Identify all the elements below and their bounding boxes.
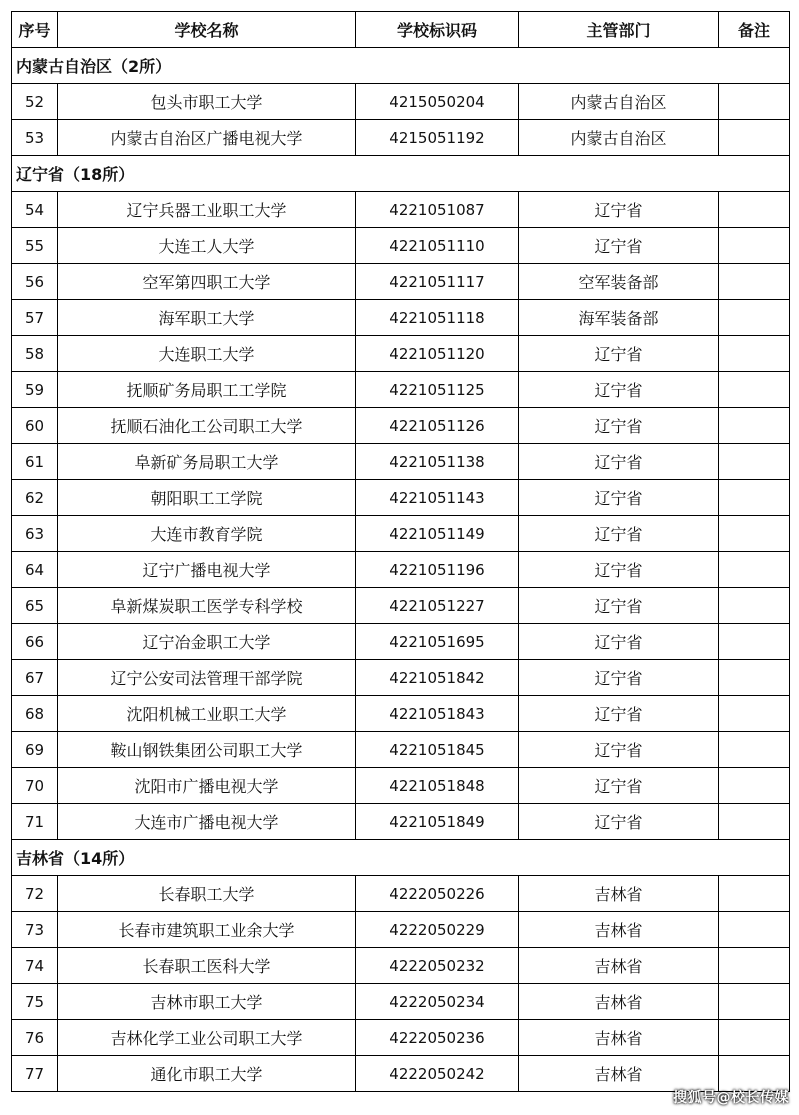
cell-department: 辽宁省	[519, 660, 719, 696]
table-row	[12, 660, 790, 696]
cell-school-code: 4215051192	[356, 120, 519, 156]
cell-school-code: 4221051227	[356, 588, 519, 624]
cell-school-code: 4221051149	[356, 516, 519, 552]
cell-number: 68	[12, 696, 58, 732]
cell-number: 67	[12, 660, 58, 696]
cell-number: 64	[12, 552, 58, 588]
cell-remarks	[719, 372, 790, 408]
cell-remarks	[719, 624, 790, 660]
cell-school-name: 抚顺矿务局职工工学院	[58, 372, 356, 408]
header-school-code: 学校标识码	[356, 12, 519, 48]
table-row	[12, 192, 790, 228]
cell-department: 吉林省	[519, 948, 719, 984]
cell-remarks	[719, 336, 790, 372]
cell-school-code: 4221051196	[356, 552, 519, 588]
cell-school-name: 吉林化学工业公司职工大学	[58, 1020, 356, 1056]
cell-school-code: 4221051143	[356, 480, 519, 516]
table-row	[12, 768, 790, 804]
cell-school-name: 辽宁公安司法管理干部学院	[58, 660, 356, 696]
table-row	[12, 732, 790, 768]
cell-department: 内蒙古自治区	[519, 120, 719, 156]
table-row	[12, 408, 790, 444]
table-row	[12, 84, 790, 120]
table-row	[12, 228, 790, 264]
cell-department: 辽宁省	[519, 408, 719, 444]
cell-number: 71	[12, 804, 58, 840]
table-row	[12, 1020, 790, 1056]
cell-department: 辽宁省	[519, 228, 719, 264]
cell-school-name: 抚顺石油化工公司职工大学	[58, 408, 356, 444]
table-row	[12, 480, 790, 516]
cell-school-code: 4221051120	[356, 336, 519, 372]
table-body	[12, 48, 790, 1092]
cell-number: 52	[12, 84, 58, 120]
table-row	[12, 264, 790, 300]
cell-school-code: 4222050226	[356, 876, 519, 912]
section-row	[12, 840, 790, 876]
cell-department: 辽宁省	[519, 732, 719, 768]
table-row	[12, 948, 790, 984]
cell-school-code: 4215050204	[356, 84, 519, 120]
cell-number: 66	[12, 624, 58, 660]
table-row	[12, 120, 790, 156]
table-row	[12, 444, 790, 480]
cell-school-name: 长春职工大学	[58, 876, 356, 912]
section-title: 内蒙古自治区（2所）	[12, 48, 790, 84]
school-list-table	[11, 11, 790, 1092]
cell-remarks	[719, 84, 790, 120]
table-row	[12, 984, 790, 1020]
table-row	[12, 912, 790, 948]
cell-department: 吉林省	[519, 984, 719, 1020]
cell-remarks	[719, 696, 790, 732]
cell-number: 55	[12, 228, 58, 264]
cell-department: 辽宁省	[519, 372, 719, 408]
cell-number: 72	[12, 876, 58, 912]
cell-school-name: 辽宁兵器工业职工大学	[58, 192, 356, 228]
cell-department: 辽宁省	[519, 480, 719, 516]
cell-school-name: 沈阳市广播电视大学	[58, 768, 356, 804]
cell-school-code: 4221051138	[356, 444, 519, 480]
table-row	[12, 588, 790, 624]
cell-number: 54	[12, 192, 58, 228]
cell-school-code: 4222050242	[356, 1056, 519, 1092]
cell-number: 63	[12, 516, 58, 552]
cell-number: 56	[12, 264, 58, 300]
cell-remarks	[719, 732, 790, 768]
cell-school-code: 4221051087	[356, 192, 519, 228]
cell-number: 76	[12, 1020, 58, 1056]
cell-school-name: 包头市职工大学	[58, 84, 356, 120]
cell-department: 辽宁省	[519, 444, 719, 480]
cell-remarks	[719, 192, 790, 228]
cell-number: 62	[12, 480, 58, 516]
cell-school-code: 4222050236	[356, 1020, 519, 1056]
cell-school-code: 4221051695	[356, 624, 519, 660]
cell-department: 吉林省	[519, 876, 719, 912]
cell-school-name: 空军第四职工大学	[58, 264, 356, 300]
cell-number: 74	[12, 948, 58, 984]
cell-remarks	[719, 984, 790, 1020]
cell-remarks	[719, 300, 790, 336]
section-title: 吉林省（14所）	[12, 840, 790, 876]
cell-school-name: 鞍山钢铁集团公司职工大学	[58, 732, 356, 768]
cell-school-code: 4221051843	[356, 696, 519, 732]
cell-number: 60	[12, 408, 58, 444]
cell-remarks	[719, 660, 790, 696]
cell-school-code: 4221051125	[356, 372, 519, 408]
cell-department: 辽宁省	[519, 192, 719, 228]
cell-department: 辽宁省	[519, 336, 719, 372]
cell-number: 65	[12, 588, 58, 624]
cell-department: 吉林省	[519, 1056, 719, 1092]
cell-department: 内蒙古自治区	[519, 84, 719, 120]
cell-number: 53	[12, 120, 58, 156]
cell-number: 75	[12, 984, 58, 1020]
cell-school-name: 辽宁广播电视大学	[58, 552, 356, 588]
header-number: 序号	[12, 12, 58, 48]
cell-remarks	[719, 552, 790, 588]
cell-school-name: 朝阳职工工学院	[58, 480, 356, 516]
cell-remarks	[719, 516, 790, 552]
cell-department: 辽宁省	[519, 768, 719, 804]
table-row	[12, 300, 790, 336]
cell-school-name: 大连工人大学	[58, 228, 356, 264]
cell-number: 69	[12, 732, 58, 768]
cell-school-name: 阜新矿务局职工大学	[58, 444, 356, 480]
cell-department: 辽宁省	[519, 624, 719, 660]
cell-school-code: 4221051842	[356, 660, 519, 696]
section-row	[12, 48, 790, 84]
cell-number: 57	[12, 300, 58, 336]
header-remarks: 备注	[719, 12, 790, 48]
cell-remarks	[719, 444, 790, 480]
cell-number: 70	[12, 768, 58, 804]
cell-school-code: 4222050229	[356, 912, 519, 948]
table-row	[12, 336, 790, 372]
cell-department: 空军装备部	[519, 264, 719, 300]
table-row	[12, 552, 790, 588]
cell-school-name: 大连市广播电视大学	[58, 804, 356, 840]
table-row	[12, 804, 790, 840]
cell-school-code: 4221051110	[356, 228, 519, 264]
cell-remarks	[719, 228, 790, 264]
cell-department: 辽宁省	[519, 804, 719, 840]
cell-remarks	[719, 804, 790, 840]
cell-number: 59	[12, 372, 58, 408]
cell-remarks	[719, 1020, 790, 1056]
cell-remarks	[719, 768, 790, 804]
cell-department: 吉林省	[519, 1020, 719, 1056]
header-school-name: 学校名称	[58, 12, 356, 48]
cell-number: 61	[12, 444, 58, 480]
cell-number: 58	[12, 336, 58, 372]
table-row	[12, 876, 790, 912]
section-row	[12, 156, 790, 192]
table-row	[12, 696, 790, 732]
cell-school-code: 4222050232	[356, 948, 519, 984]
cell-school-name: 内蒙古自治区广播电视大学	[58, 120, 356, 156]
cell-school-name: 辽宁冶金职工大学	[58, 624, 356, 660]
cell-school-code: 4221051126	[356, 408, 519, 444]
cell-school-name: 大连职工大学	[58, 336, 356, 372]
cell-remarks	[719, 480, 790, 516]
cell-school-code: 4221051845	[356, 732, 519, 768]
cell-school-code: 4221051849	[356, 804, 519, 840]
cell-school-name: 通化市职工大学	[58, 1056, 356, 1092]
cell-school-name: 阜新煤炭职工医学专科学校	[58, 588, 356, 624]
cell-department: 辽宁省	[519, 552, 719, 588]
cell-school-code: 4221051848	[356, 768, 519, 804]
cell-remarks	[719, 588, 790, 624]
cell-department: 辽宁省	[519, 516, 719, 552]
cell-remarks	[719, 408, 790, 444]
cell-school-name: 沈阳机械工业职工大学	[58, 696, 356, 732]
header-department: 主管部门	[519, 12, 719, 48]
cell-number: 77	[12, 1056, 58, 1092]
table-row	[12, 516, 790, 552]
table-row	[12, 624, 790, 660]
cell-school-code: 4222050234	[356, 984, 519, 1020]
cell-remarks	[719, 120, 790, 156]
cell-school-name: 长春职工医科大学	[58, 948, 356, 984]
section-title: 辽宁省（18所）	[12, 156, 790, 192]
cell-remarks	[719, 912, 790, 948]
watermark: 搜狐号@校长传媒	[673, 1090, 789, 1106]
cell-remarks	[719, 876, 790, 912]
cell-school-code: 4221051118	[356, 300, 519, 336]
cell-number: 73	[12, 912, 58, 948]
cell-school-name: 吉林市职工大学	[58, 984, 356, 1020]
cell-school-name: 海军职工大学	[58, 300, 356, 336]
header-row	[12, 12, 790, 48]
cell-school-name: 长春市建筑职工业余大学	[58, 912, 356, 948]
cell-school-code: 4221051117	[356, 264, 519, 300]
cell-department: 海军装备部	[519, 300, 719, 336]
cell-department: 辽宁省	[519, 588, 719, 624]
cell-department: 辽宁省	[519, 696, 719, 732]
cell-remarks	[719, 948, 790, 984]
cell-remarks	[719, 264, 790, 300]
cell-school-name: 大连市教育学院	[58, 516, 356, 552]
table-row	[12, 372, 790, 408]
cell-department: 吉林省	[519, 912, 719, 948]
